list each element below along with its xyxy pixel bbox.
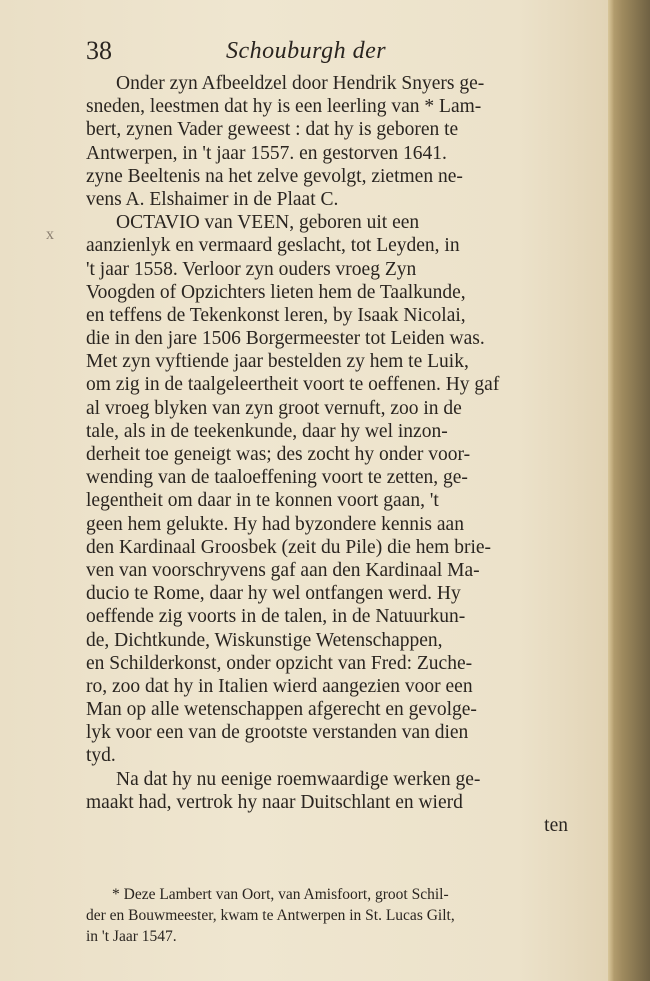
text-line: legentheit om daar in te konnen voort gaan, 't xyxy=(86,490,439,512)
text-line: ro, zoo dat hy in Italien wierd aangezien voor een xyxy=(86,675,473,697)
text-line: aanzienlyk en vermaard geslacht, tot Leyden, in xyxy=(86,235,460,257)
body-text xyxy=(86,72,568,837)
text-line: die in den jare 1506 Borgermeester tot Leiden was. xyxy=(86,328,485,350)
text-line: de, Dichtkunde, Wiskunstige Wetenschappen, xyxy=(86,629,443,651)
text-line: sneden, leestmen dat hy is een leerling van * Lam- xyxy=(86,96,482,118)
text-line: Antwerpen, in 't jaar 1557. en gestorven 1641. xyxy=(86,142,447,164)
text-line: oeffende zig voorts in de talen, in de Natuurkun- xyxy=(86,606,466,628)
text-line: vens A. Elshaimer in de Plaat C. xyxy=(86,188,339,210)
page-header xyxy=(86,36,526,68)
text-line: en teffens de Tekenkonst leren, by Isaak Nicolai, xyxy=(86,304,466,326)
text-line: derheit toe geneigt was; des zocht hy onder voor- xyxy=(86,444,471,465)
text-line: maakt had, vertrok hy naar Duitschlant en wierd xyxy=(86,791,463,813)
text-line: ducio te Rome, daar hy wel ontfangen werd. Hy xyxy=(86,583,461,605)
text-line: Man op alle wetenschappen afgerecht en gevolge- xyxy=(86,699,477,721)
text-line: Onder zyn Afbeeldzel door Hendrik Snyers ge- xyxy=(116,73,485,94)
text-line: den Kardinaal Groosbek (zeit du Pile) die hem brie- xyxy=(86,536,492,558)
text-line: Voogden of Opzichters lieten hem de Taalkunde, xyxy=(86,281,466,303)
text-line: zyne Beeltenis na het zelve gevolgt, zietmen ne- xyxy=(86,165,463,187)
text-line: wending van de taaloeffening voort te zetten, ge- xyxy=(86,467,468,489)
book-gutter xyxy=(608,0,650,981)
text-line: Na dat hy nu eenige roemwaardige werken ge- xyxy=(116,768,481,790)
text-line: al vroeg blyken van zyn groot vernuft, zoo in de xyxy=(86,397,462,419)
text-line: tale, als in de teekenkunde, daar hy wel inzon- xyxy=(86,420,448,442)
text-line: en Schilderkonst, onder opzicht van Fred: Zuche- xyxy=(86,652,473,674)
text-line: bert, zynen Vader geweest : dat hy is geboren te xyxy=(86,119,459,141)
footnote-line: * Deze Lambert van Oort, van Amisfoort, groot Schil- xyxy=(112,886,449,903)
text-line: ven van voorschryvens gaf aan den Kardinaal Ma- xyxy=(86,559,480,581)
text-line: Met zyn vyftiende jaar bestelden zy hem te Luik, xyxy=(86,351,469,373)
footnote-line: der en Bouwmeester, kwam te Antwerpen in St. Lucas Gilt, xyxy=(86,907,455,924)
text-line: OCTAVIO van VEEN, geboren uit een xyxy=(116,212,420,234)
text-line: geen hem gelukte. Hy had byzondere kennis aan xyxy=(86,513,464,535)
footnote xyxy=(86,884,572,947)
footnote-line: in 't Jaar 1547. xyxy=(86,928,177,945)
running-title: Schouburgh der xyxy=(226,38,387,64)
text-line: lyk voor een van de grootste verstanden van dien xyxy=(86,722,469,744)
catchword: ten xyxy=(544,815,568,836)
margin-mark: x xyxy=(46,226,54,243)
text-line: om zig in de taalgeleertheit voort te oeffenen. Hy gaf xyxy=(86,374,500,396)
text-line: tyd. xyxy=(86,745,116,767)
page-number: 38 xyxy=(86,36,112,65)
text-line: 't jaar 1558. Verloor zyn ouders vroeg Zyn xyxy=(86,258,417,280)
